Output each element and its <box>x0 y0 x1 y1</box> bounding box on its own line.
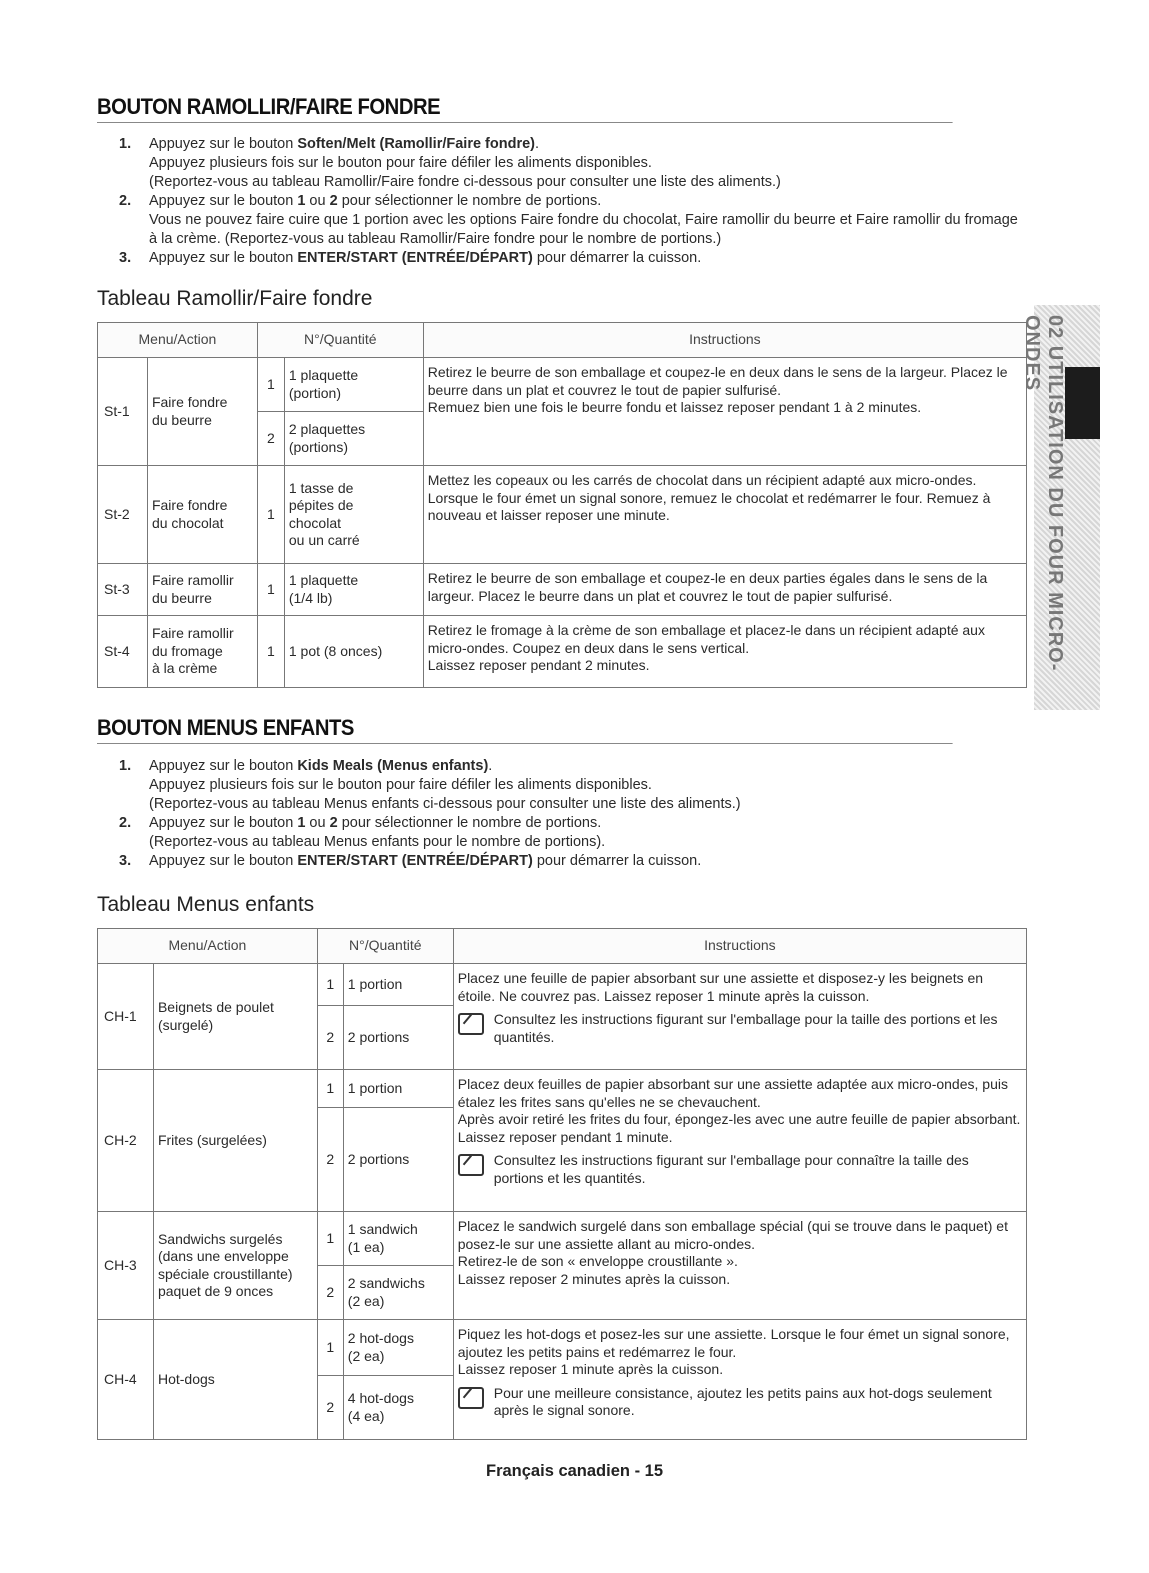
note-pencil-icon <box>458 1013 484 1035</box>
table-row: 2 2 portions <box>98 1006 1027 1070</box>
kids-step-1: 1. Appuyez sur le bouton Kids Meals (Menus enfants). Appuyez plusieurs fois sur le bouton pour faire défiler les aliments disponibles. (Reportez-vous au tableau Menus enfants ci-dessous pour consulter une liste des aliments.) <box>119 758 741 812</box>
page-footer: Français canadien - 15 <box>486 1462 663 1480</box>
header-quantity: N°/Quantité <box>257 323 423 358</box>
kids-step-3: 3. Appuyez sur le bouton ENTER/START (ENTRÉE/DÉPART) pour démarrer la cuisson. <box>119 853 702 869</box>
soften-step-2: 2. Appuyez sur le bouton 1 ou 2 pour sélectionner le nombre de portions. Vous ne pouvez faire cuire que 1 portion avec les options Faire fondre du chocolat, Faire ramollir du beurre et Faire ramollir du fromage à la crème. (Reportez-vous au tableau Ramollir/Faire fondre pour le nombre de portions.) <box>119 193 1018 247</box>
table-row: 2 2 portions <box>98 1108 1027 1212</box>
note-pencil-icon <box>458 1154 484 1176</box>
header-menu-action: Menu/Action <box>98 929 318 964</box>
soften-steps <box>119 135 1029 268</box>
chapter-marker <box>1065 367 1100 439</box>
soften-step-3: 3. Appuyez sur le bouton ENTER/START (ENTRÉE/DÉPART) pour démarrer la cuisson. <box>119 250 702 266</box>
table-row: CH-2 Frites (surgelées) 1 1 portion Placez deux feuilles de papier absorbant sur une assiette adaptée aux micro-ondes, puis étalez les frites sans qu'elles ne se chevauchent. Après avoir retiré les frites du four, épongez-les avec une autre feuille de papier absorbant. Laissez reposer pendant 1 minute. Consultez les instructions figurant sur l'emballage pour connaître la taille des portions et les quantités. <box>98 1070 1027 1108</box>
kids-table-title: Tableau Menus enfants <box>97 893 315 916</box>
soften-table-title: Tableau Ramollir/Faire fondre <box>97 287 373 310</box>
soften-table <box>97 322 1027 688</box>
note: Consultez les instructions figurant sur l'emballage pour la taille des portions et les quantités. <box>458 1011 1022 1046</box>
table-row: CH-1 Beignets de poulet (surgelé) 1 1 portion Placez une feuille de papier absorbant sur une assiette et disposez-y les beignets en étoile. Ne couvrez pas. Laissez reposer 1 minute après la cuisson. Consultez les instructions figurant sur l'emballage pour la taille des portions et les quantités. <box>98 964 1027 1006</box>
table-row: CH-3 Sandwichs surgelés (dans une enveloppe spéciale croustillante) paquet de 9 onces 1 1 sandwich (1 ea) Placez le sandwich surgelé dans son emballage spécial (qui se trouve dans le paquet) et posez-le sur une assiette allant au micro-ondes. Retirez-le de son « enveloppe croustillante ». Laissez reposer 2 minutes après la cuisson. <box>98 1212 1027 1266</box>
ch1-instructions: Placez une feuille de papier absorbant sur une assiette et disposez-y les beignets en étoile. Ne couvrez pas. Laissez reposer 1 minute après la cuisson. <box>457 970 984 1004</box>
soften-step-1: 1. Appuyez sur le bouton Soften/Melt (Ramollir/Faire fondre). Appuyez plusieurs fois sur le bouton pour faire défiler les aliments disponibles. (Reportez-vous au tableau Ramollir/Faire fondre ci-dessous pour consulter une liste des aliments.) <box>119 136 781 190</box>
table-header-row <box>98 323 1027 358</box>
chapter-tab-label: 02 UTILISATION DU FOUR MICRO-ONDES <box>1021 315 1066 672</box>
note-pencil-icon <box>458 1387 484 1409</box>
kids-table <box>97 928 1027 1440</box>
kids-step-2: 2. Appuyez sur le bouton 1 ou 2 pour sélectionner le nombre de portions. (Reportez-vous au tableau Menus enfants pour le nombre de portions). <box>119 815 606 850</box>
kids-steps <box>119 757 1029 871</box>
table-row: St-2 Faire fondre du chocolat 1 1 tasse de pépites de chocolat ou un carré Mettez les copeaux ou les carrés de chocolat dans un récipient adapté aux micro-ondes. Lorsque le four émet un signal sonore, remuez le chocolat et redémarrer le four. Remuez à nouveau et laisser reposer une minute. <box>98 466 1027 564</box>
note: Pour une meilleure consistance, ajoutez les petits pains aux hot-dogs seulement après le signal sonore. <box>458 1385 1022 1420</box>
table-row: 2 4 hot-dogs (4 ea) <box>98 1376 1027 1440</box>
header-instructions: Instructions <box>423 323 1026 358</box>
table-row: St-1 Faire fondre du beurre 1 1 plaquette (portion) Retirez le beurre de son emballage et coupez-le en deux dans le sens de la largeur. Placez le beurre dans un plat et couvrez le tout de papier sulfurisé. Remuez bien une fois le beurre fondu et laissez reposer pendant 1 à 2 minutes. <box>98 358 1027 412</box>
table-row: 2 2 plaquettes (portions) <box>98 412 1027 466</box>
header-quantity: N°/Quantité <box>317 929 453 964</box>
table-row: St-4 Faire ramollir du fromage à la crème 1 1 pot (8 onces) Retirez le fromage à la crème de son emballage et placez-le dans un récipient adapté aux micro-ondes. Coupez en deux dans le sens vertical. Laissez reposer pendant 2 minutes. <box>98 616 1027 688</box>
table-row: 2 2 sandwichs (2 ea) <box>98 1266 1027 1320</box>
section-heading-soften: BOUTON RAMOLLIR/FAIRE FONDRE <box>97 94 953 123</box>
header-menu-action: Menu/Action <box>98 323 258 358</box>
table-row: St-3 Faire ramollir du beurre 1 1 plaquette (1/4 lb) Retirez le beurre de son emballage et coupez-le en deux parties égales dans le sens de la largeur. Placez le beurre dans un plat et couvrez le tout de papier sulfurisé. <box>98 564 1027 616</box>
header-instructions: Instructions <box>453 929 1026 964</box>
note: Consultez les instructions figurant sur l'emballage pour connaître la taille des portions et les quantités. <box>458 1152 1022 1187</box>
section-heading-kids: BOUTON MENUS ENFANTS <box>97 715 953 744</box>
table-row: CH-4 Hot-dogs 1 2 hot-dogs (2 ea) Piquez les hot-dogs et posez-les sur une assiette. Lorsque le four émet un signal sonore, ajoutez les petits pains et redémarrez le four. Laissez reposer 1 minute après la cuisson. Pour une meilleure consistance, ajoutez les petits pains aux hot-dogs seulement après le signal sonore. <box>98 1320 1027 1376</box>
table-header-row <box>98 929 1027 964</box>
chapter-side-tab <box>1021 305 1100 710</box>
